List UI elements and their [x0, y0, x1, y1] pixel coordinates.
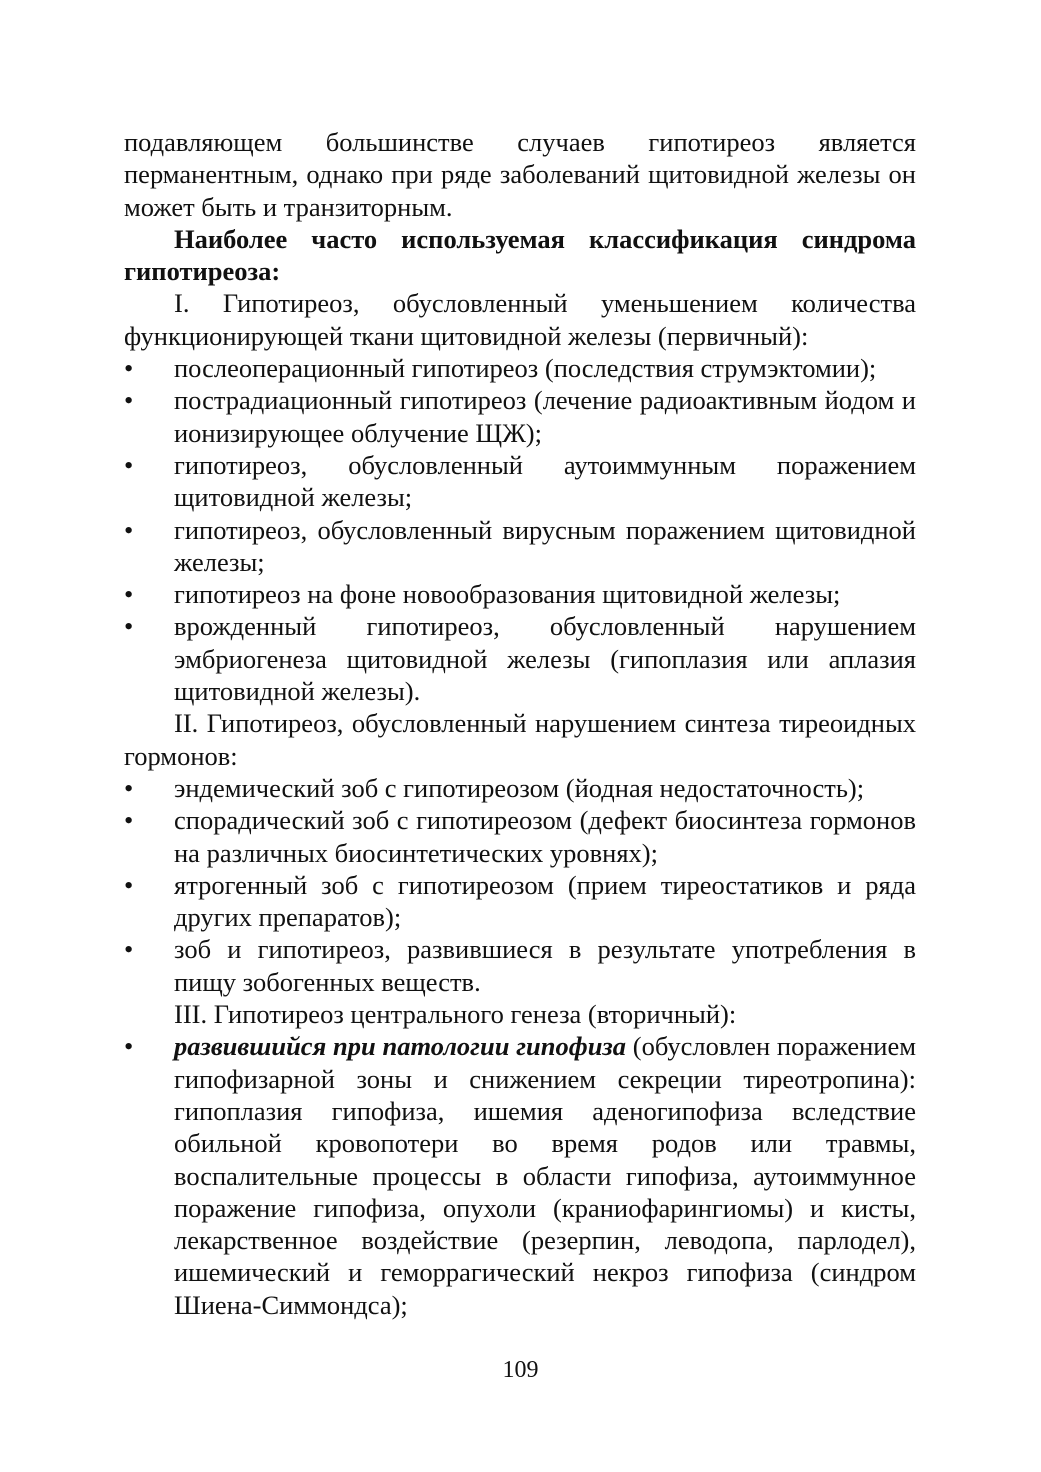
- bullet-icon: •: [124, 353, 134, 384]
- list-item-text: гипотиреоз на фоне новообразования щитовидной железы;: [174, 579, 841, 610]
- section-3-title: III. Гипотиреоз центрального генеза (вторичный):: [174, 999, 737, 1030]
- bullet-icon: •: [124, 514, 134, 545]
- bullet-icon: •: [124, 805, 134, 836]
- list-item-text: врожденный гипотиреоз, обусловленный нарушением эмбриогенеза щитовидной железы (гипоплазия или аплазия щитовидной железы).: [174, 611, 916, 707]
- list-item-text: послеоперационный гипотиреоз (последствия струмэктомии);: [174, 353, 877, 384]
- list-item: [124, 449, 916, 514]
- list-item: [124, 514, 916, 579]
- list-item: [124, 610, 916, 707]
- list-item: [124, 804, 916, 869]
- bullet-icon: •: [124, 1031, 134, 1062]
- list-item-text: эндемический зоб с гипотиреозом (йодная недостаточность);: [174, 772, 865, 803]
- list-item-text: ятрогенный зоб с гипотиреозом (прием тиреостатиков и ряда других препаратов);: [174, 869, 916, 933]
- list-item-text: зоб и гипотиреоз, развившиеся в результате употребления в пищу зобогенных веществ.: [174, 934, 916, 997]
- section-2-title: II. Гипотиреоз, обусловленный нарушением синтеза тиреоидных гормонов:: [124, 708, 916, 771]
- bullet-icon: •: [124, 579, 134, 610]
- page-number: 109: [502, 1357, 539, 1383]
- classification-heading: Наиболее часто используемая классификация синдрома гипотиреоза:: [124, 223, 916, 287]
- section-3-list: [124, 1030, 916, 1321]
- list-item: [124, 1030, 916, 1321]
- bullet-icon: •: [124, 869, 134, 900]
- page-body: [124, 126, 916, 1321]
- list-item: [124, 869, 916, 934]
- section-2-list: [124, 772, 916, 998]
- list-item-text: спорадический зоб с гипотиреозом (дефект биосинтеза гормонов на различных биосинтетических уровнях);: [174, 805, 916, 868]
- bullet-icon: •: [124, 449, 134, 480]
- list-item: [124, 384, 916, 449]
- list-item-text: гипотиреоз, обусловленный вирусным поражением щитовидной железы;: [174, 514, 916, 577]
- list-item-text: (обусловлен поражением гипофизарной зоны и снижением секреции тиреотропина): гипоплазия гипофиза, ишемия аденогипофиза вследствие обильной кровопотери во время родов или травмы, воспалительные процессы в области гипофиза, аутоиммунное поражение гипофиза, опухоли (краниофарингиомы) и кисты, лекарственное воздействие (резерпин, леводопа, парлодел), ишемический и геморрагический некроз гипофиза (синдром Шиена-Симмондса);: [174, 1031, 916, 1320]
- bullet-icon: •: [124, 611, 134, 642]
- list-item: [124, 772, 916, 804]
- section-1-title: I. Гипотиреоз, обусловленный уменьшением количества функционирующей ткани щитовидной железы (первичный):: [124, 288, 916, 351]
- list-item: [124, 352, 916, 384]
- bullet-icon: •: [124, 385, 134, 416]
- list-item-text: гипотиреоз, обусловленный аутоиммунным поражением щитовидной железы;: [174, 449, 916, 513]
- list-item-text: пострадиационный гипотиреоз (лечение радиоактивным йодом и ионизирующее облучение ЩЖ);: [174, 385, 916, 448]
- bullet-icon: •: [124, 772, 134, 803]
- section-1-list: [124, 352, 916, 707]
- list-item-emphasis: развившийся при патологии гипофиза: [174, 1031, 627, 1062]
- list-item: [124, 933, 916, 998]
- list-item: [124, 578, 916, 610]
- bullet-icon: •: [124, 934, 134, 965]
- intro-paragraph: подавляющем большинстве случаев гипотиреоз является перманентным, однако при ряде заболеваний щитовидной железы он может быть и транзиторным.: [124, 127, 916, 222]
